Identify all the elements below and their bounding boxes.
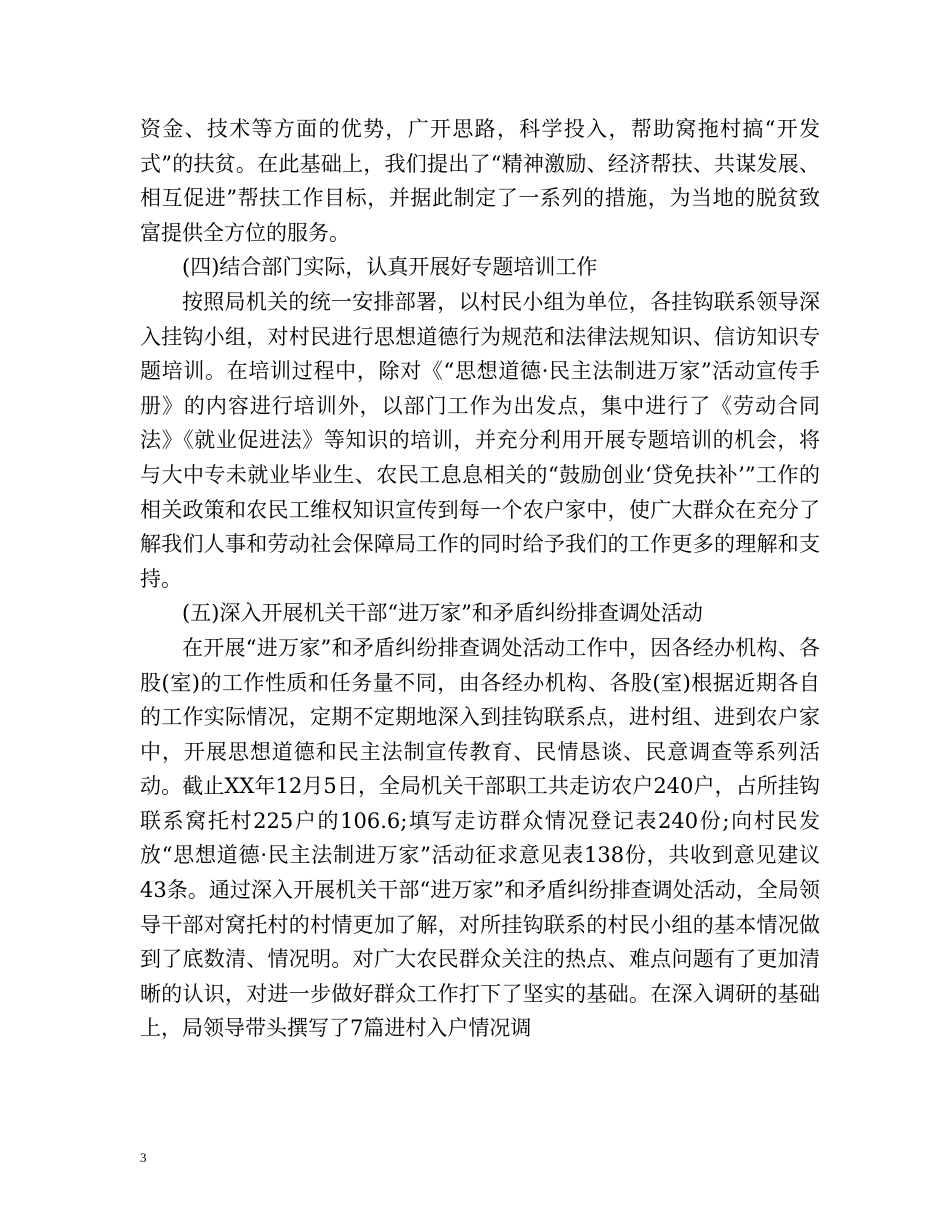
page-number: 3: [140, 1150, 147, 1165]
paragraph-funding-advantages: 资金、技术等方面的优势，广开思路，科学投入，帮助窝拖村搞“开发式”的扶贫。在此基础上，我们提出了“精神激励、经济帮扶、共谋发展、相互促进”帮扶工作目标，并据此制定了一系列的措施，为当地的脱贫致富提供全方位的服务。: [140, 117, 820, 245]
paragraph-training-work: 按照局机关的统一安排部署，以村民小组为单位，各挂钩联系领导深入挂钩小组，对村民进行思想道德行为规范和法律法规知识、信访知识专题培训。在培训过程中，除对《“思想道德·民主法制进万家”活动宣传手册》的内容进行培训外，以部门工作为出发点，集中进行了《劳动合同法》《就业促进法》等知识的培训，并充分利用开展专题培训的机会，将与大中专未就业毕业生、农民工息息相关的“鼓励创业‘贷免扶补’”工作的相关政策和农民工维权知识宣传到每一个农户家中，使广大群众在充分了解我们人事和劳动社会保障局工作的同时给予我们的工作更多的理解和支持。: [140, 289, 820, 591]
section-heading-4: (四)结合部门实际，认真开展好专题培训工作: [182, 255, 598, 280]
section-heading-5: (五)深入开展机关干部“进万家”和矛盾纠纷排查调处活动: [182, 601, 703, 626]
document-body: [140, 112, 820, 1046]
paragraph-visiting-activities: 在开展“进万家”和矛盾纠纷排查调处活动工作中，因各经办机构、各股(室)的工作性质和任务量不同，由各经办机构、各股(室)根据近期各自的工作实际情况，定期不定期地深入到挂钩联系点，进村组、进到农户家中，开展思想道德和民主法制宣传教育、民情恳谈、民意调查等系列活动。截止XX年12月5日，全局机关干部职工共走访农户240户，占所挂钩联系窝托村225户的106.6;填写走访群众情况登记表240份;向村民发放“思想道德·民主法制进万家”活动征求意见表138份，共收到意见建议43条。通过深入开展机关干部“进万家”和矛盾纠纷排查调处活动，全局领导干部对窝托村的村情更加了解，对所挂钩联系的村民小组的基本情况做到了底数清、情况明。对广大农民群众关注的热点、难点问题有了更加清晰的认识，对进一步做好群众工作打下了坚实的基础。在深入调研的基础上，局领导带头撰写了7篇进村入户情况调: [140, 635, 820, 1041]
